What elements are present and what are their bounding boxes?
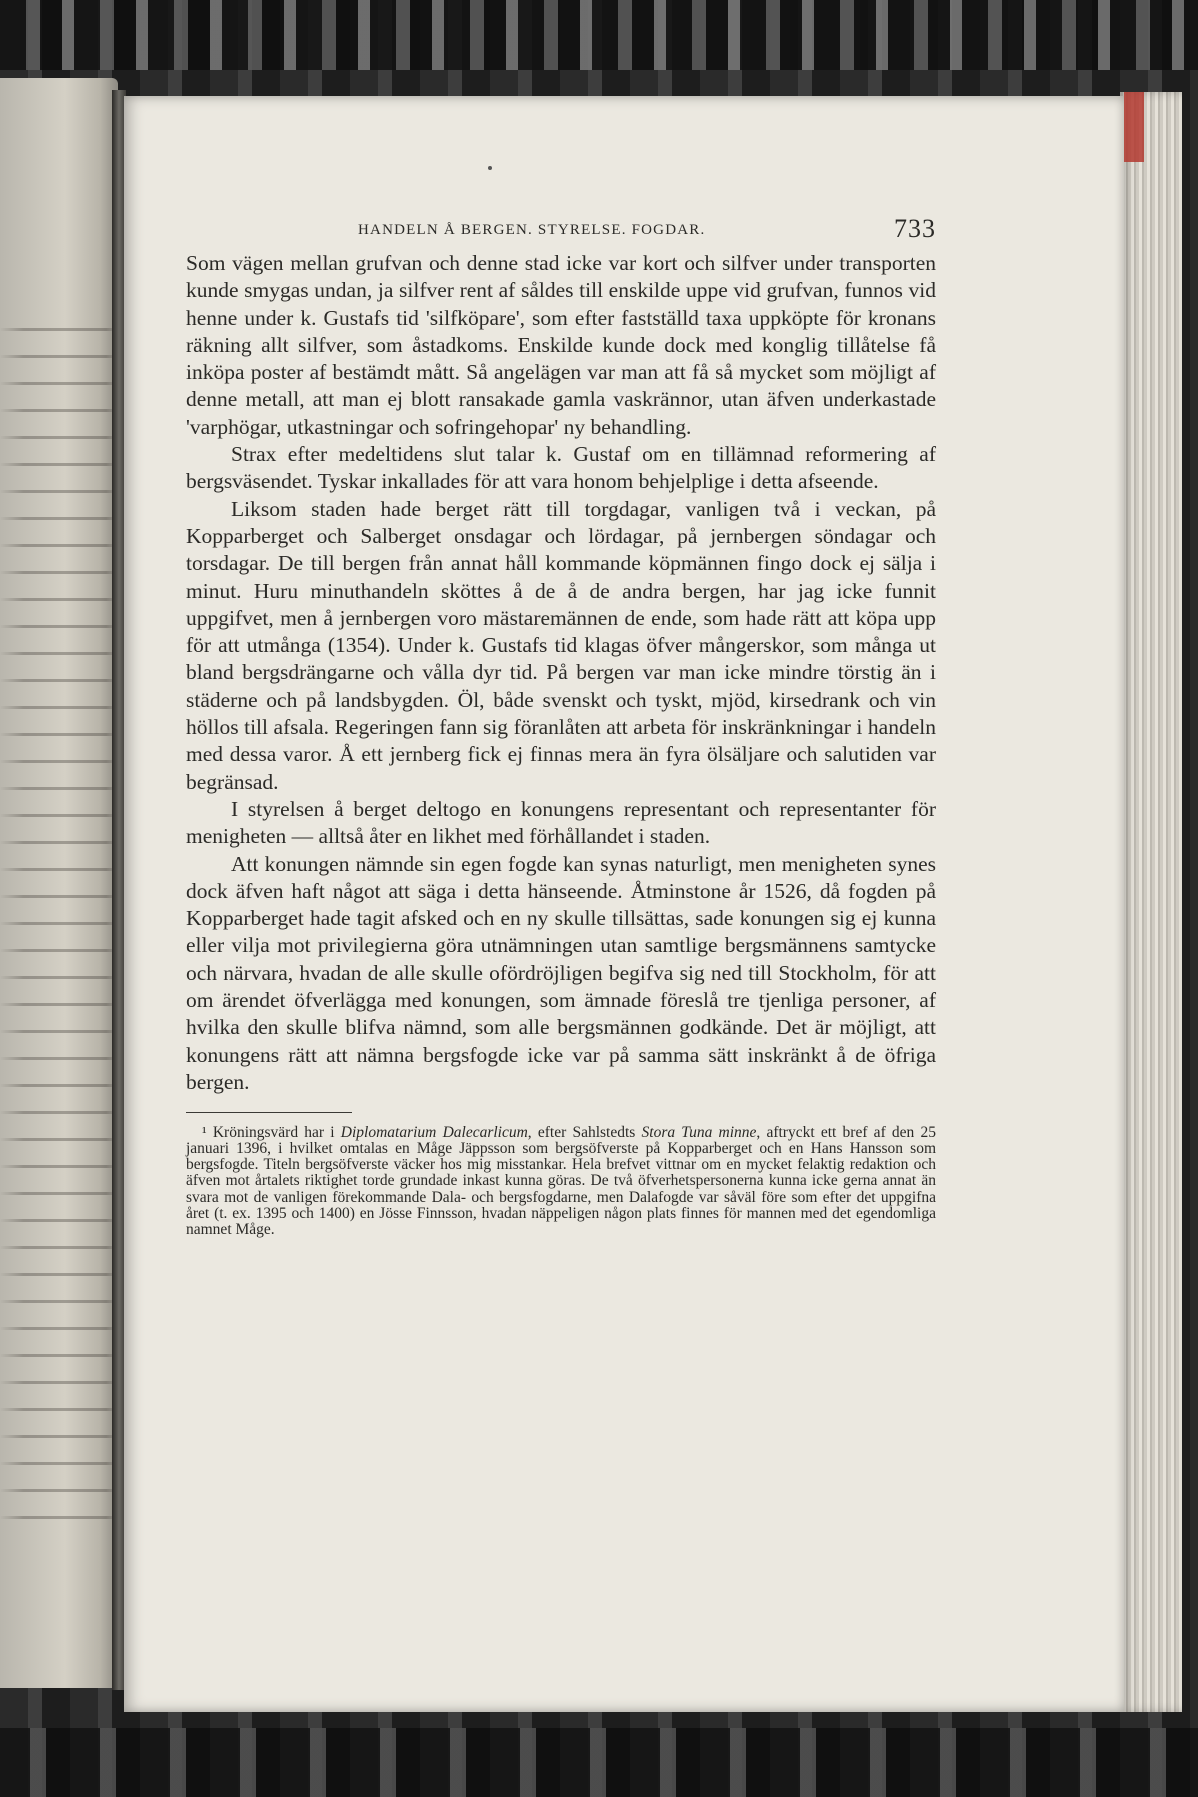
bookmark-ribbon [1124, 92, 1144, 162]
footnote-text [186, 1125, 936, 1238]
paragraph-3: Liksom staden hade berget rätt till torgdagar, vanligen två i veckan, på Kopparberget och Salberget onsdagar och lördagar, på jernbergen söndagar och torsdagar. De till bergen från annat håll kommande köpmännen fingo dock ej sälja i minut. Huru minuthandeln sköttes å de å de andra bergen, har jag icke funnit uppgifvet, men å jernbergen voro mästaremännen de ende, som hade rätt att köpa upp för att utmånga (1354). Under k. Gustafs tid klagas öfver mångerskor, som många ut bland bergsdrängarne och vålla dyr tid. På bergen var man icke mindre törstig än i städerne och på landsbygden. Öl, både svenskt och tyskt, mjöd, kirsedrank och vin höllos till afsala. Regeringen fann sig föranlåten att arbeta för inskränkningar i handeln med dessa varor. Å ett jernberg fick ej finnas mera än fyra ölsäljare och salutiden var begränsad. [186, 496, 936, 794]
footnote-part: , efter Sahlstedts [527, 1124, 642, 1142]
footnote-rule [186, 1112, 352, 1113]
print-speck [488, 166, 492, 170]
facing-page-text-bleed [0, 328, 118, 1528]
footnote-title-diplomatarium: Diplomatarium Dalecarlicum [340, 1124, 528, 1142]
footnote [186, 1125, 936, 1238]
page-number: 733 [894, 214, 936, 243]
paragraph-1: Som vägen mellan grufvan och denne stad icke var kort och silfver under transporten kunde smygas undan, ja silfver rent af såldes till enskilde uppe vid grufvan, funnos vid henne under k. Gustafs tid 'silfköpare', som efter fastställd taxa uppköpte för kronans räkning allt silfver, som åstadkoms. Enskilde kunde dock med konglig tillåtelse få inköpa poster af bestämdt mått. Så angelägen var man att få så mycket som möjligt af denne metall, att man ej blott ransakade gamla vaskrännor, utan äfven underkastade 'varphögar, utkastningar och sofringehopar' ny behandling. [186, 251, 936, 439]
running-head-title: HANDELN Å BERGEN. STYRELSE. FOGDAR. [358, 222, 706, 238]
paragraph-2: Strax efter medeltidens slut talar k. Gustaf om en tillämnad reformering af bergsväsendet. Tyskar inkallades för att vara honom behjelplige i detta afseende. [186, 442, 936, 494]
footnote-title-stora-tuna: Stora Tuna minne [641, 1124, 757, 1142]
footnote-part: Kröningsvärd har i [206, 1124, 341, 1142]
body-text [186, 250, 936, 1096]
paragraph-5: Att konungen nämnde sin egen fogde kan synas naturligt, men menigheten synes dock äfven haft något att säga i detta hänseende. Åtminstone år 1526, då fogden på Kopparberget hade tagit afsked och en ny skulle tillsättas, sade konungen sig ej kunna eller vilja mot privilegierna göra utnämningen utan samtlige bergsmännens samtycke och närvara, hvadan de alle skulle ofördröjligen begifva sig ned till Stockholm, för att om ärendet öfverlägga med konungen, som ämnade föreslå tre tjenliga personer, af hvilka den skulle blifva nämnd, som alle bergsmännen godkände. Det är möjligt, att konungens rätt att nämna bergsfogde icke var på samma sätt inskränkt å de öfriga bergen. [186, 851, 936, 1094]
footnote-marker: ¹ [202, 1124, 207, 1142]
paragraph-4: I styrelsen å berget deltogo en konungens representant och representanter för menigheten — alltså åter en likhet med förhållandet i staden. [186, 796, 936, 849]
scanner-bottom-strip [0, 1728, 1198, 1797]
page-content [186, 214, 936, 1238]
footnote-part: , aftryckt ett bref af den 25 januari 1396, i hvilket omtalas en Måge Jäppsson som bergsöfverste på Kopparberget och en Hans Hansson som bergsfogde. Titeln bergsöfverste väcker hos mig misstankar. Hela brefvet vittnar om en mycket felaktig redaktion och äfven mot årtalets riktighet torde grundade inkast kunna göras. De två öfverhetspersonerna kunna icke gerna annat än svara mot de vanligen förekommande Dala- och bergsfogdarne, men Dalafogde var såväl före som efter det uppgifna året (t. ex. 1395 och 1400) en Jösse Finnsson, hvadan näppeligen någon plats finnes för mannen med det egendomliga namnet Måge. [186, 1124, 936, 1238]
scanner-top-strip [0, 0, 1198, 70]
running-head [186, 214, 936, 250]
page-stack-edge [1120, 92, 1182, 1712]
facing-page-edge [0, 78, 118, 1688]
